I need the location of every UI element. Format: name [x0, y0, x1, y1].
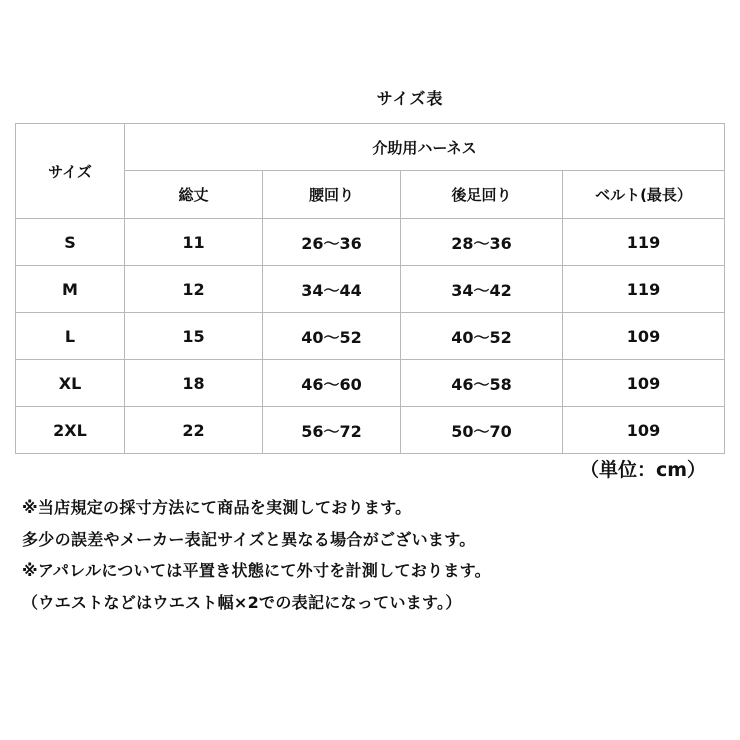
column-header-length: 総丈 [125, 171, 263, 219]
note-line: 多少の誤差やメーカー表記サイズと異なる場合がございます。 [22, 529, 476, 549]
hind-leg-cell: 34～42 [401, 266, 563, 313]
hind-leg-cell: 28～36 [401, 219, 563, 266]
hind-leg-cell: 40～52 [401, 313, 563, 360]
length-cell: 22 [125, 407, 263, 454]
notes [22, 492, 722, 618]
length-cell: 15 [125, 313, 263, 360]
size-table [15, 123, 725, 454]
table-row [16, 360, 725, 407]
note-line: ※当店規定の採寸方法にて商品を実測しております。 [22, 498, 412, 517]
hind-leg-cell: 50～70 [401, 407, 563, 454]
size-cell: XL [16, 360, 125, 407]
length-cell: 11 [125, 219, 263, 266]
belt-cell: 109 [563, 407, 725, 454]
size-cell: S [16, 219, 125, 266]
column-header-waist: 腰回り [263, 171, 401, 219]
waist-cell: 40～52 [263, 313, 401, 360]
page-title: サイズ表 [376, 89, 444, 108]
waist-cell: 56～72 [263, 407, 401, 454]
note-line: ※アパレルについては平置き状態にて外寸を計測しております。 [22, 561, 491, 580]
table-row [16, 407, 725, 454]
size-cell: M [16, 266, 125, 313]
belt-cell: 119 [563, 219, 725, 266]
table-row [16, 219, 725, 266]
belt-cell: 109 [563, 313, 725, 360]
size-cell: L [16, 313, 125, 360]
waist-cell: 26～36 [263, 219, 401, 266]
belt-cell: 119 [563, 266, 725, 313]
column-header-belt: ベルト(最長） [563, 171, 725, 219]
column-header-hind-leg: 後足回り [401, 171, 563, 219]
belt-cell: 109 [563, 360, 725, 407]
harness-group-header: 介助用ハーネス [125, 124, 725, 171]
waist-cell: 46～60 [263, 360, 401, 407]
table-row [16, 313, 725, 360]
length-cell: 12 [125, 266, 263, 313]
size-cell: 2XL [16, 407, 125, 454]
waist-cell: 34～44 [263, 266, 401, 313]
note-line: （ウエストなどはウエスト幅×2での表記になっています。） [22, 592, 462, 612]
hind-leg-cell: 46～58 [401, 360, 563, 407]
unit-label: （単位：cm） [579, 459, 706, 481]
length-cell: 18 [125, 360, 263, 407]
table-group-header-row [16, 124, 725, 171]
table-row [16, 266, 725, 313]
size-column-header: サイズ [16, 124, 125, 219]
